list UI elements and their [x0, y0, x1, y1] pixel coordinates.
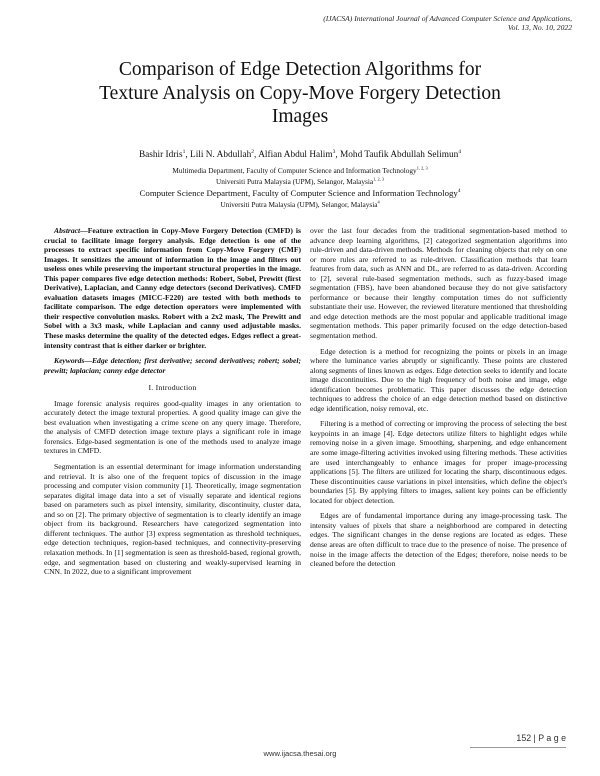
affiliation-line-3: Computer Science Department, Faculty of Computer Science and Information Technology$^4$: [139, 188, 461, 198]
journal-header: [323, 14, 572, 33]
author-name: Mohd Taufik Abdullah Selimun: [340, 150, 459, 160]
journal-volume: Vol. 13, No. 10, 2022: [507, 23, 572, 33]
author-list: Bashir Idris$^1$, Lili N. Abdullah$^2$, Alfian Abdul Halim$^3$, Mohd Taufik Abdullah Selimun$^4$: [138, 148, 462, 160]
footer-url[interactable]: www.ijacsa.thesai.org: [263, 749, 337, 758]
author-name: Alfian Abdul Halim: [258, 150, 333, 160]
keywords: Keywords—Edge detection; first derivative; second derivatives; robert; sobel; prewitt; laplacian; canny edge detector: [44, 356, 301, 375]
abstract-text: —Feature extraction in Copy-Move Forgery Detection (CMFD) is crucial to facilitate image forgery analysis. Edge detection is one of the processes to extract specific information from Copy-Move Forgery (CMF) Images. It sensitizes the amount of information in the image and filters out useless ones while preserving the important structural properties in the image. This paper compares five edge detection methods: Robert, Sobel, Prewitt (first Derivative), Laplacian, and Canny edge detectors (second Derivatives). CMFD evaluation datasets images (MICC-F220) are tested with both methods to facilitate comparison. The edge detection operators were implemented with their respective convolution masks. Robert with a 2x2 mask, The Prewitt and Sobel with a 3x3 mask, while Laplacian and canny used adjustable masks. These masks determine the quality of the detected edges. Edges reflect a great-intensity contrast that is either darker or brighter.: [44, 226, 301, 350]
author-sup: 2: [251, 148, 255, 155]
abstract: [44, 226, 301, 350]
left-column: [44, 226, 301, 577]
journal-name: (IJACSA) International Journal of Advanced Computer Science and Applications,: [323, 14, 572, 23]
paragraph: Segmentation is an essential determinant for image information understanding and retrieval. It is also one of the frequent topics of discussion in the image processing and computer vision community [1]. Theoretically, image segmentation separates digital image data into a set of visually separate and identical regions based on parameters such as pixel intensity, similarity, discontinuity, cluster data, and so on [2]. The primary objective of segmentation is to clearly identify an image object from its background. Researchers have categorized segmentation into different techniques. The author [3] express segmentation as threshold techniques, edge detection techniques, region-based techniques, and connectivity-preserving relaxation methods. In [1] segmentation is seen as threshold-based, regional growth, edge, and segmentation based on clustering and weakly-supervised learning in CNN. In 2022, due to a significant improvement: [44, 462, 301, 577]
abstract-label: Abstract: [54, 226, 81, 235]
author-name: Lili N. Abdullah: [190, 150, 252, 160]
paper-title: [40, 58, 560, 129]
paragraph: Filtering is a method of correcting or improving the process of selecting the best keypoints in an image [4]. Edge detectors utilize filters to highlight edges while removing noise in a given image. Smoothing, sharpening, and edge enhancement are some image-filtering activities invoked using filtering methods. These activities are used interchangeably to enhance images for proper image-processing applications [5]. The filters are utilized for locating the sharp, discontinuous edges. These discontinuities cause variations in pixel intensities, which define the object's boundaries [5]. By applying filters to images, salient key points can be efficiently located for object detection.: [310, 419, 567, 505]
title-line-1: Comparison of Edge Detection Algorithms for: [118, 59, 482, 80]
paragraph: over the last four decades from the traditional segmentation-based method to advance deep learning algorithms, [2] categorized segmentation algorithms into rule-driven and data-driven methods. Methods for cleaning objects that rely on one or more rules are referred to as rule-driven. Classification methods that learn features from data, such as ANN and DL, are referred to as data-driven. According to [2], several rule-based segmentation methods, such as fuzzy-based image segmentation (FBS), have been abandoned because they do not give satisfactory performance or because their lengthy computation times do not sufficiently substantiate their use. However, the reviewed literature mentioned that thresholding and edge detection methods are the most popular and applicable traditional image segmentation methods. This paper primarily focused on the edge detection-based segmentation method.: [310, 226, 567, 341]
author-sup: 3: [332, 148, 336, 155]
paragraph: Edges are of fundamental importance during any image-processing task. The intensity values of pixels that share a neighborhood are compared in detecting edges. The significant changes in the dense regions are located as edges. These dense areas are often difficult to trace due to the presence of noise. The presence of noise in the image affects the detection of the Edges; therefore, noise needs to be cleaned before the detection: [310, 511, 567, 569]
affiliation-line-4: Universiti Putra Malaysia (UPM), Selangor, Malaysia$^4$: [220, 199, 380, 209]
paragraph: Image forensic analysis requires good-quality images in any orientation to accurately detect the image textural properties. A good quality image can give the best evaluation when investigating a crime scene on any query image. Therefore, the analysis of CMFD detection image texture plays a significant role in image forensics. Edge-based segmentation is one of the methods used to analyze image textures in CMFD.: [44, 398, 301, 456]
author-sup: 4: [458, 148, 462, 155]
page-number: 152 | P a g e: [516, 733, 566, 743]
right-column: [310, 226, 567, 569]
title-line-2: Texture Analysis on Copy-Move Forgery Detection: [99, 82, 501, 104]
title-line-3: Images: [271, 106, 329, 127]
affiliation-line-1: Multimedia Department, Faculty of Computer Science and Information Technology$^{1, 2, 3}$: [172, 165, 428, 175]
section-heading: I. Introduction: [148, 383, 197, 393]
affiliation-line-2: Universiti Putra Malaysia (UPM), Selangor, Malaysia$^{1, 2, 3}$: [215, 176, 385, 186]
footer-divider: [470, 747, 566, 748]
author-name: Bashir Idris: [138, 150, 183, 160]
paragraph: Edge detection is a method for recognizing the points or pixels in an image where the luminance varies abruptly or significantly. These points are clustered along segments of lines known as edges. Edge detection seeks to identify and locate image discontinuities. Due to the high frequency of both noise and image, edge identification becomes problematic. This paper discusses the edge detection techniques to address the choice of an edge detection method based on distinctive edge identification, noisy removal, etc.: [310, 346, 567, 413]
author-sup: 1: [182, 148, 186, 155]
